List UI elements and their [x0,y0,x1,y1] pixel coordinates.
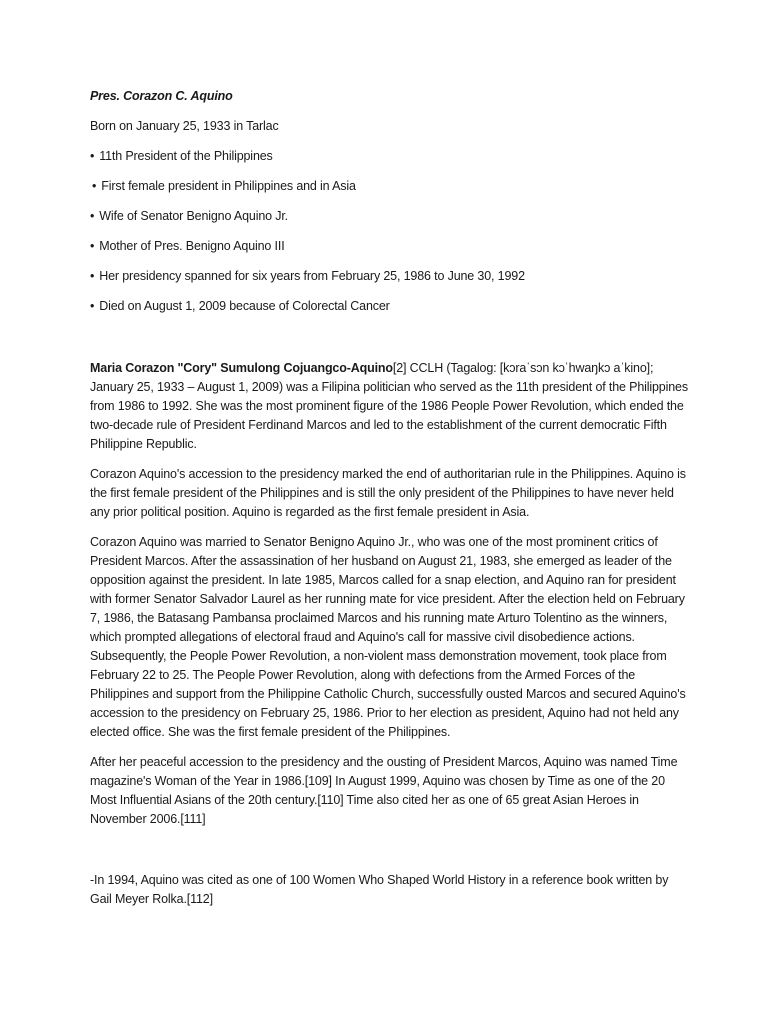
paragraph-intro [90,359,690,454]
bullet-item [90,148,690,165]
bullet-item [90,208,690,225]
document-page [90,88,690,920]
bullet-text: Mother of Pres. Benigno Aquino III [99,239,285,253]
birth-line: Born on January 25, 1933 in Tarlac [90,119,279,133]
bullet-text: Wife of Senator Benigno Aquino Jr. [99,209,289,223]
paragraph-biography: Corazon Aquino was married to Senator Benigno Aquino Jr., who was one of the most prominent critics of President Marcos. After the assassination of her husband on August 21, 1983, she emerged as leader of the opposition against the president. In late 1985, Marcos called for a snap election, and Aquino ran for president with former Senator Salvador Laurel as her running mate for vice president. After the election held on February 7, 1986, the Batasang Pambansa proclaimed Marcos and his running mate Arturo Tolentino as the winners, which prompted allegations of electoral fraud and Aquino's call for massive civil disobedience actions. Subsequently, the People Power Revolution, a non-violent mass demonstration movement, took place from February 22 to 25. The People Power Revolution, along with defections from the Armed Forces of the Philippines and support from the Philippine Catholic Church, successfully ousted Marcos and secured Aquino's accession to the presidency on February 25, 1986. Prior to her election as president, Aquino had not held any elected office. She was the first female president of the Philippines. [90,535,686,739]
full-name: Maria Corazon "Cory" Sumulong Cojuangco-Aquino [90,361,393,375]
section-gap [90,840,690,871]
paragraph-accession: Corazon Aquino's accession to the presidency marked the end of authoritarian rule in the Philippines. Aquino is the first female president of the Philippines and is still the only president of the Philippines to have never held any prior political position. Aquino is regarded as the first female president in Asia. [90,467,686,519]
bullet-dot-icon: • [90,209,95,223]
bullet-dot-icon: • [92,179,97,193]
section-gap [90,328,690,359]
bullet-item [90,298,690,315]
paragraph-recognition: After her peaceful accession to the presidency and the ousting of President Marcos, Aquino was named Time magazine's Woman of the Year in 1986.[109] In August 1999, Aquino was chosen by Time as one of the 20 Most Influential Asians of the 20th century.[110] Time also cited her as one of 65 great Asian Heroes in November 2006.[111] [90,755,678,826]
bullet-dot-icon: • [90,269,95,283]
bullet-text: Died on August 1, 2009 because of Colorectal Cancer [99,299,390,313]
bullet-item [90,238,690,255]
intro-text: [2] CCLH (Tagalog: [kɔraˈsɔn kɔˈhwaŋkɔ aˈkino]; January 25, 1933 – August 1, 2009) was a Filipina politician who served as the 11th president of the Philippines from 1986 to 1992. She was the most prominent figure of the 1986 People Power Revolution, which ended the two-decade rule of President Ferdinand Marcos and led to the establishment of the current democratic Fifth Philippine Republic. [90,361,688,451]
bullet-dot-icon: • [90,239,95,253]
bullet-text: Her presidency spanned for six years from February 25, 1986 to June 30, 1992 [99,269,525,283]
bullet-text: First female president in Philippines and in Asia [101,179,356,193]
bullet-dot-icon: • [90,149,95,163]
bullet-item [90,268,690,285]
document-title: Pres. Corazon C. Aquino [90,89,233,103]
bullet-text: 11th President of the Philippines [99,149,273,163]
bullet-dot-icon: • [90,299,95,313]
paragraph-reference: -In 1994, Aquino was cited as one of 100 Women Who Shaped World History in a reference book written by Gail Meyer Rolka.[112] [90,873,669,906]
bullet-item [90,178,690,195]
